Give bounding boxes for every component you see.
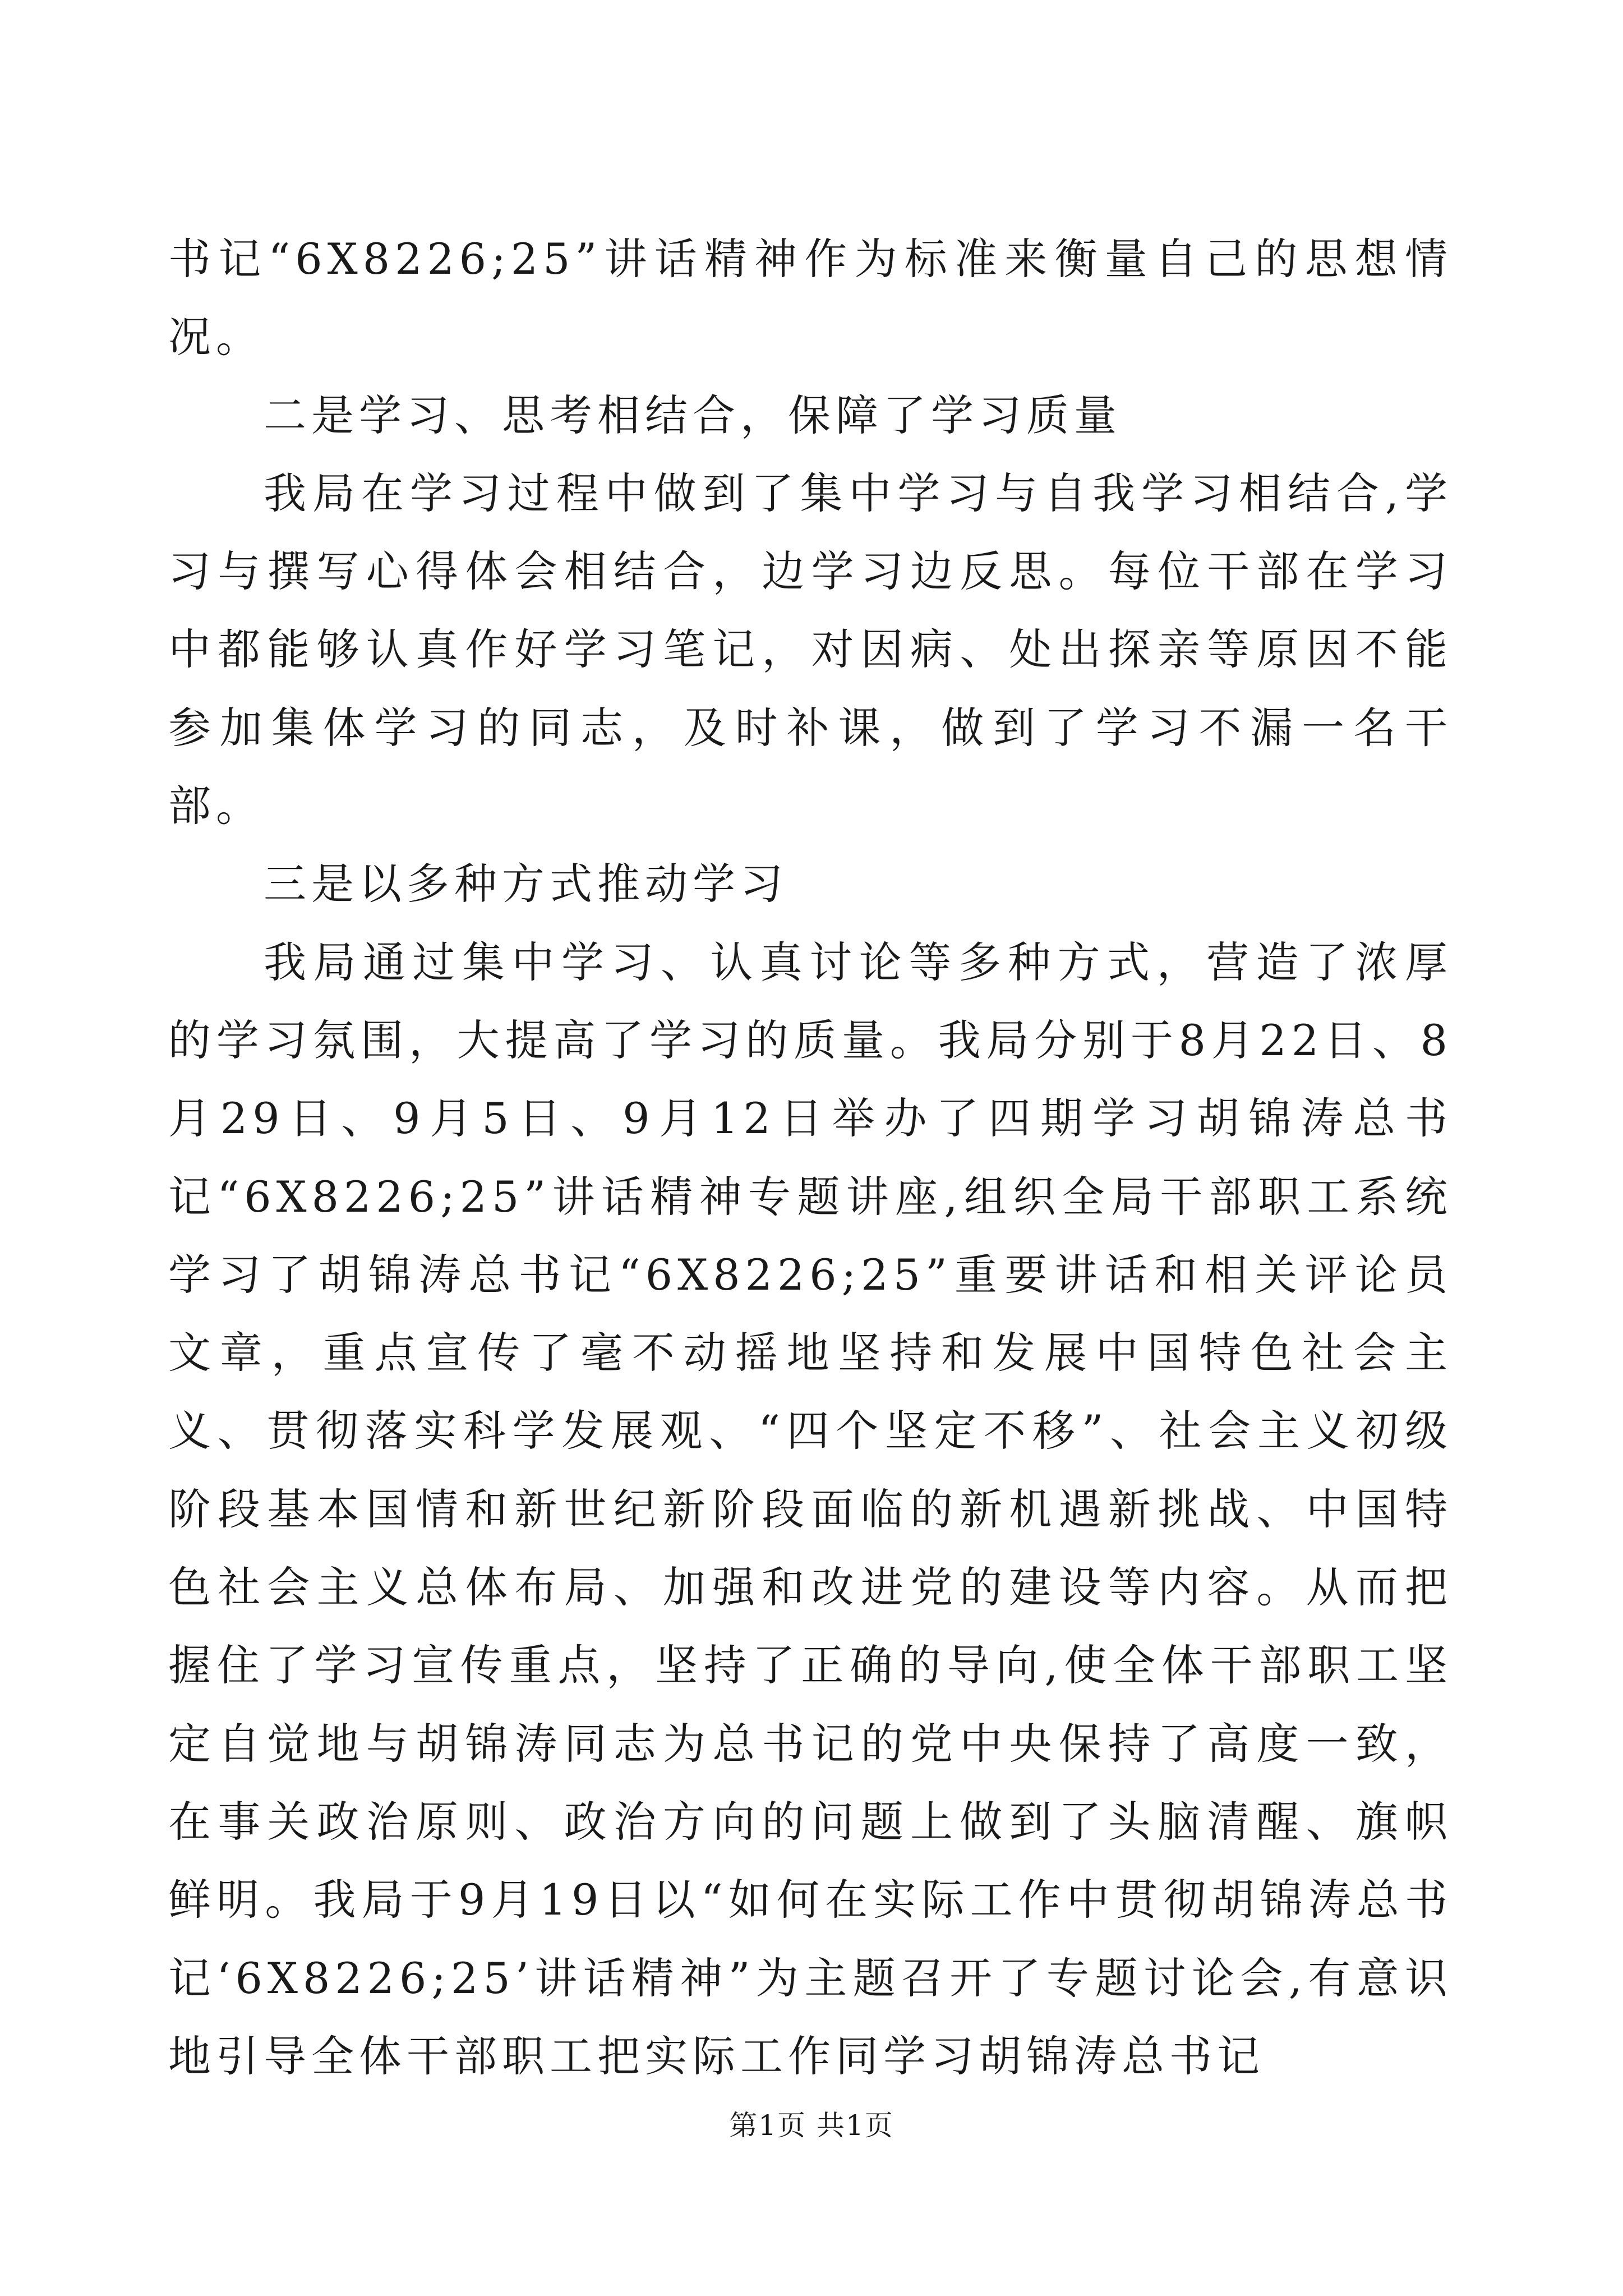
section-heading-3: 三是以多种方式推动学习: [264, 859, 788, 909]
paragraph-study-methods: 我局通过集中学习、认真讨论等多种方式，营造了浓厚的学习氛围，大提高了学习的质量。我局分别于8月22日、8月29日、9月5日、9月12日举办了四期学习胡锦涛总书记“6X8226;25”讲话精神专题讲座,组织全局干部职工系统学习了胡锦涛总书记“6X8226;25”重要讲话和相关评论员文章，重点宣传了毫不动摇地坚持和发展中国特色社会主义、贯彻落实科学发展观、“四个坚定不移”、社会主义初级阶段基本国情和新世纪新阶段面临的新机遇新挑战、中国特色社会主义总体布局、加强和改进党的建设等内容。从而把握住了学习宣传重点，坚持了正确的导向,使全体干部职工坚定自觉地与胡锦涛同志为总书记的党中央保持了高度一致，在事关政治原则、政治方向的问题上做到了头脑清醒、旗帜鲜明。我局于9月19日以“如何在实际工作中贯彻胡锦涛总书记‘6X8226;25’讲话精神”为主题召开了专题讨论会,有意识地引导全体干部职工把实际工作同学习胡锦涛总书记: [168, 937, 1453, 2081]
page-footer: 第1页 共1页: [729, 2109, 894, 2142]
paragraph-study-quality: 我局在学习过程中做到了集中学习与自我学习相结合,学习与撰写心得体会相结合，边学习边反思。每位干部在学习中都能够认真作好学习笔记，对因病、处出探亲等原因不能参加集体学习的同志，及时补课，做到了学习不漏一名干部。: [168, 468, 1453, 831]
paragraph-continuation: 书记“6X8226;25”讲话精神作为标准来衡量自己的思想情况。: [168, 234, 1453, 362]
document-body: [168, 220, 1453, 2095]
section-heading-2: 二是学习、思考相结合，保障了学习质量: [264, 390, 1122, 440]
